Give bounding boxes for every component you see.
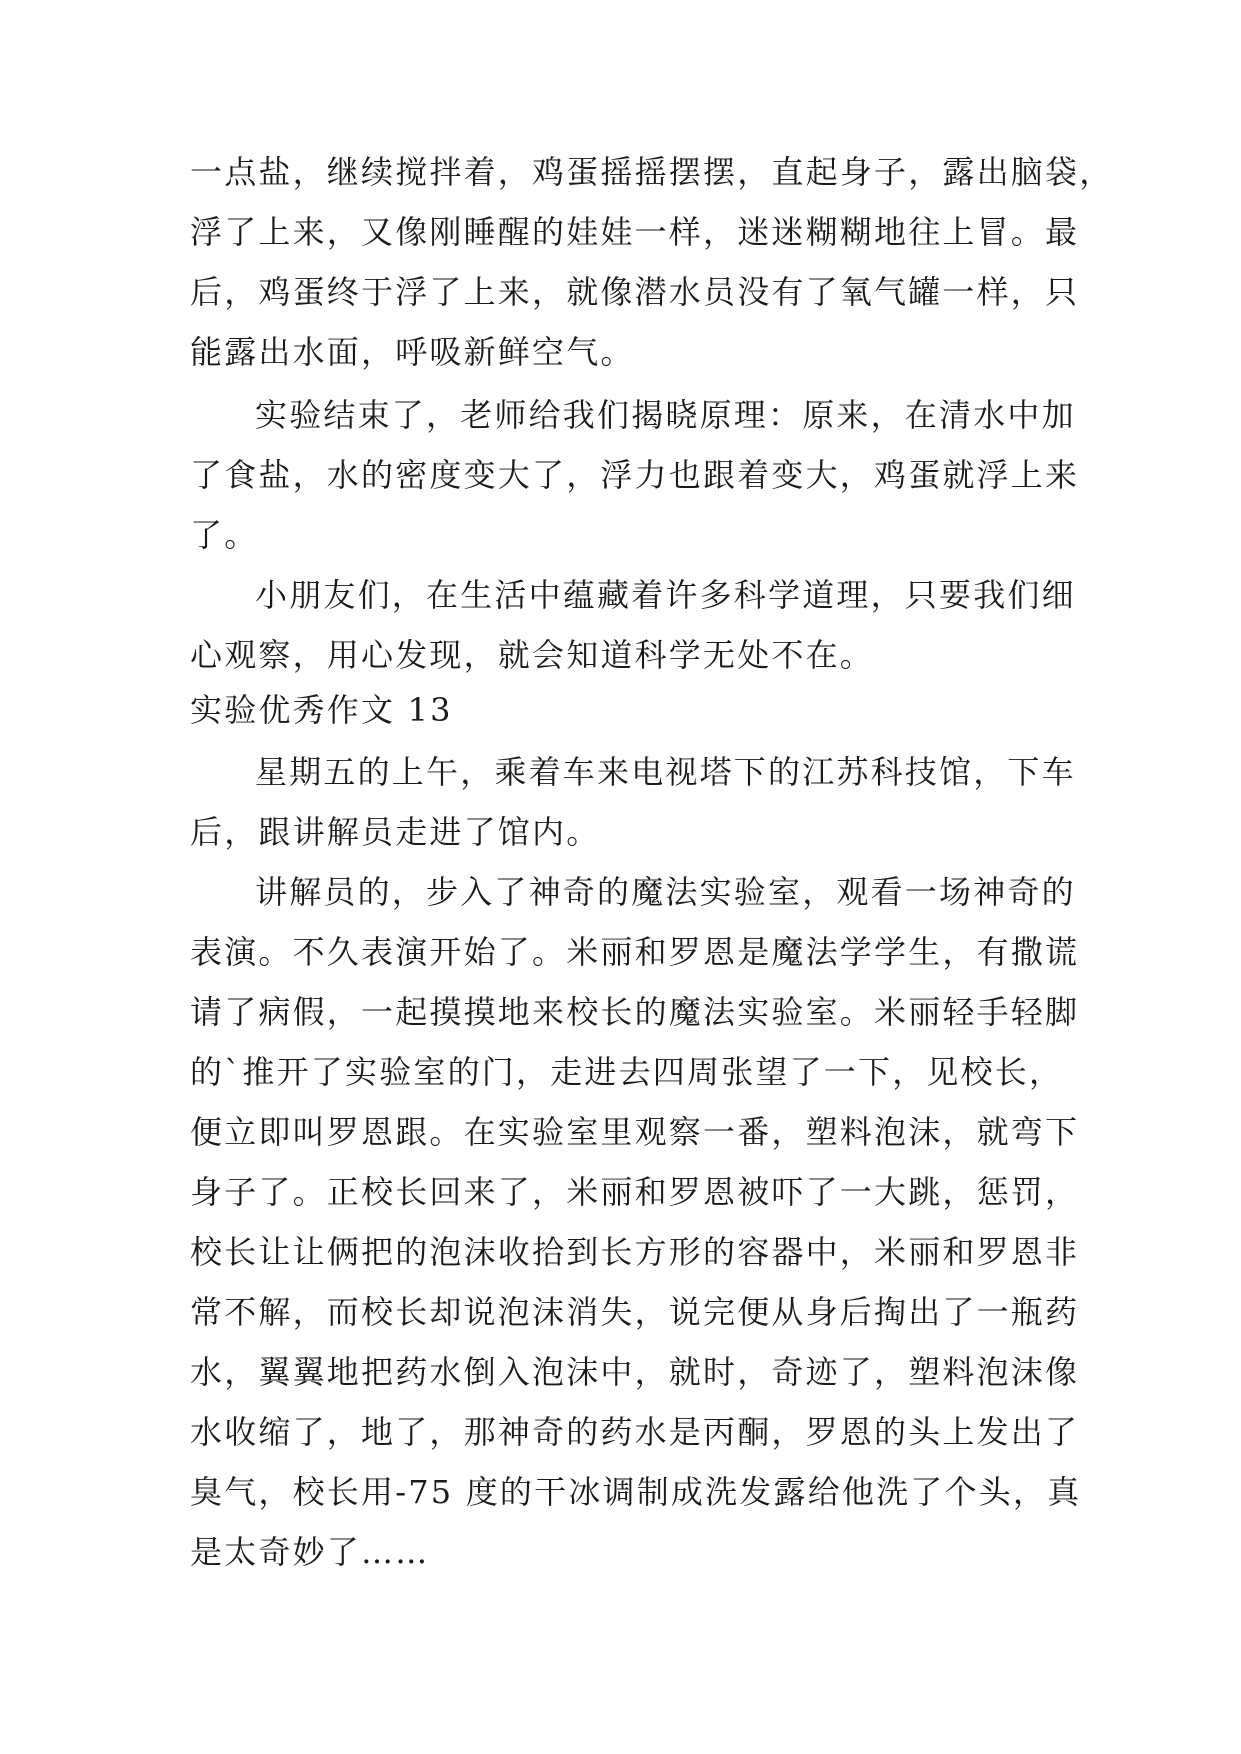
text-line: 常不解，而校长却说泡沫消失，说完便从身后掏出了一瓶药 xyxy=(190,1293,1080,1331)
text-line: 是太奇妙了…… xyxy=(190,1533,430,1571)
text-line: 了食盐，水的密度变大了，浮力也跟着变大，鸡蛋就浮上来 xyxy=(190,456,1080,494)
text-line: 身子了。正校长回来了，米丽和罗恩被吓了一大跳，惩罚， xyxy=(190,1173,1080,1211)
paragraph-first-line: 讲解员的，步入了神奇的魔法实验室，观看一场神奇的 xyxy=(255,873,1076,911)
text-line: 便立即叫罗恩跟。在实验室里观察一番，塑料泡沫，就弯下 xyxy=(190,1113,1080,1151)
text-line: 的`推开了实验室的门，走进去四周张望了一下，见校长， xyxy=(190,1053,1064,1091)
text-line: 后，跟讲解员走进了馆内。 xyxy=(190,813,601,851)
text-line: 水，翼翼地把药水倒入泡沫中，就时，奇迹了，塑料泡沫像 xyxy=(190,1353,1080,1391)
text-line: 臭气，校长用-75 度的干冰调制成洗发露给他洗了个头，真 xyxy=(190,1473,1082,1511)
paragraph-first-line: 小朋友们，在生活中蕴藏着许多科学道理，只要我们细 xyxy=(255,576,1076,614)
text-line: 能露出水面，呼吸新鲜空气。 xyxy=(190,333,635,371)
text-line: 表演。不久表演开始了。米丽和罗恩是魔法学学生，有撒谎 xyxy=(190,933,1080,971)
text-line: 请了病假，一起摸摸地来校长的魔法实验室。米丽轻手轻脚 xyxy=(190,993,1080,1031)
text-line: 一点盐，继续搅拌着，鸡蛋摇摇摆摆，直起身子，露出脑袋， xyxy=(190,153,1114,191)
text-line: 校长让让俩把的泡沫收拾到长方形的容器中，米丽和罗恩非 xyxy=(190,1233,1080,1271)
text-line: 后，鸡蛋终于浮了上来，就像潜水员没有了氧气罐一样，只 xyxy=(190,273,1080,311)
text-line: 浮了上来，又像刚睡醒的娃娃一样，迷迷糊糊地往上冒。最 xyxy=(190,213,1080,251)
text-line: 水收缩了，地了，那神奇的药水是丙酮，罗恩的头上发出了 xyxy=(190,1413,1080,1451)
section-heading: 实验优秀作文 13 xyxy=(190,691,453,729)
text-line: 了。 xyxy=(190,516,259,554)
paragraph-first-line: 星期五的上午，乘着车来电视塔下的江苏科技馆，下车 xyxy=(255,753,1076,791)
text-line: 心观察，用心发现，就会知道科学无处不在。 xyxy=(190,636,875,674)
paragraph-first-line: 实验结束了，老师给我们揭晓原理：原来，在清水中加 xyxy=(255,396,1076,434)
